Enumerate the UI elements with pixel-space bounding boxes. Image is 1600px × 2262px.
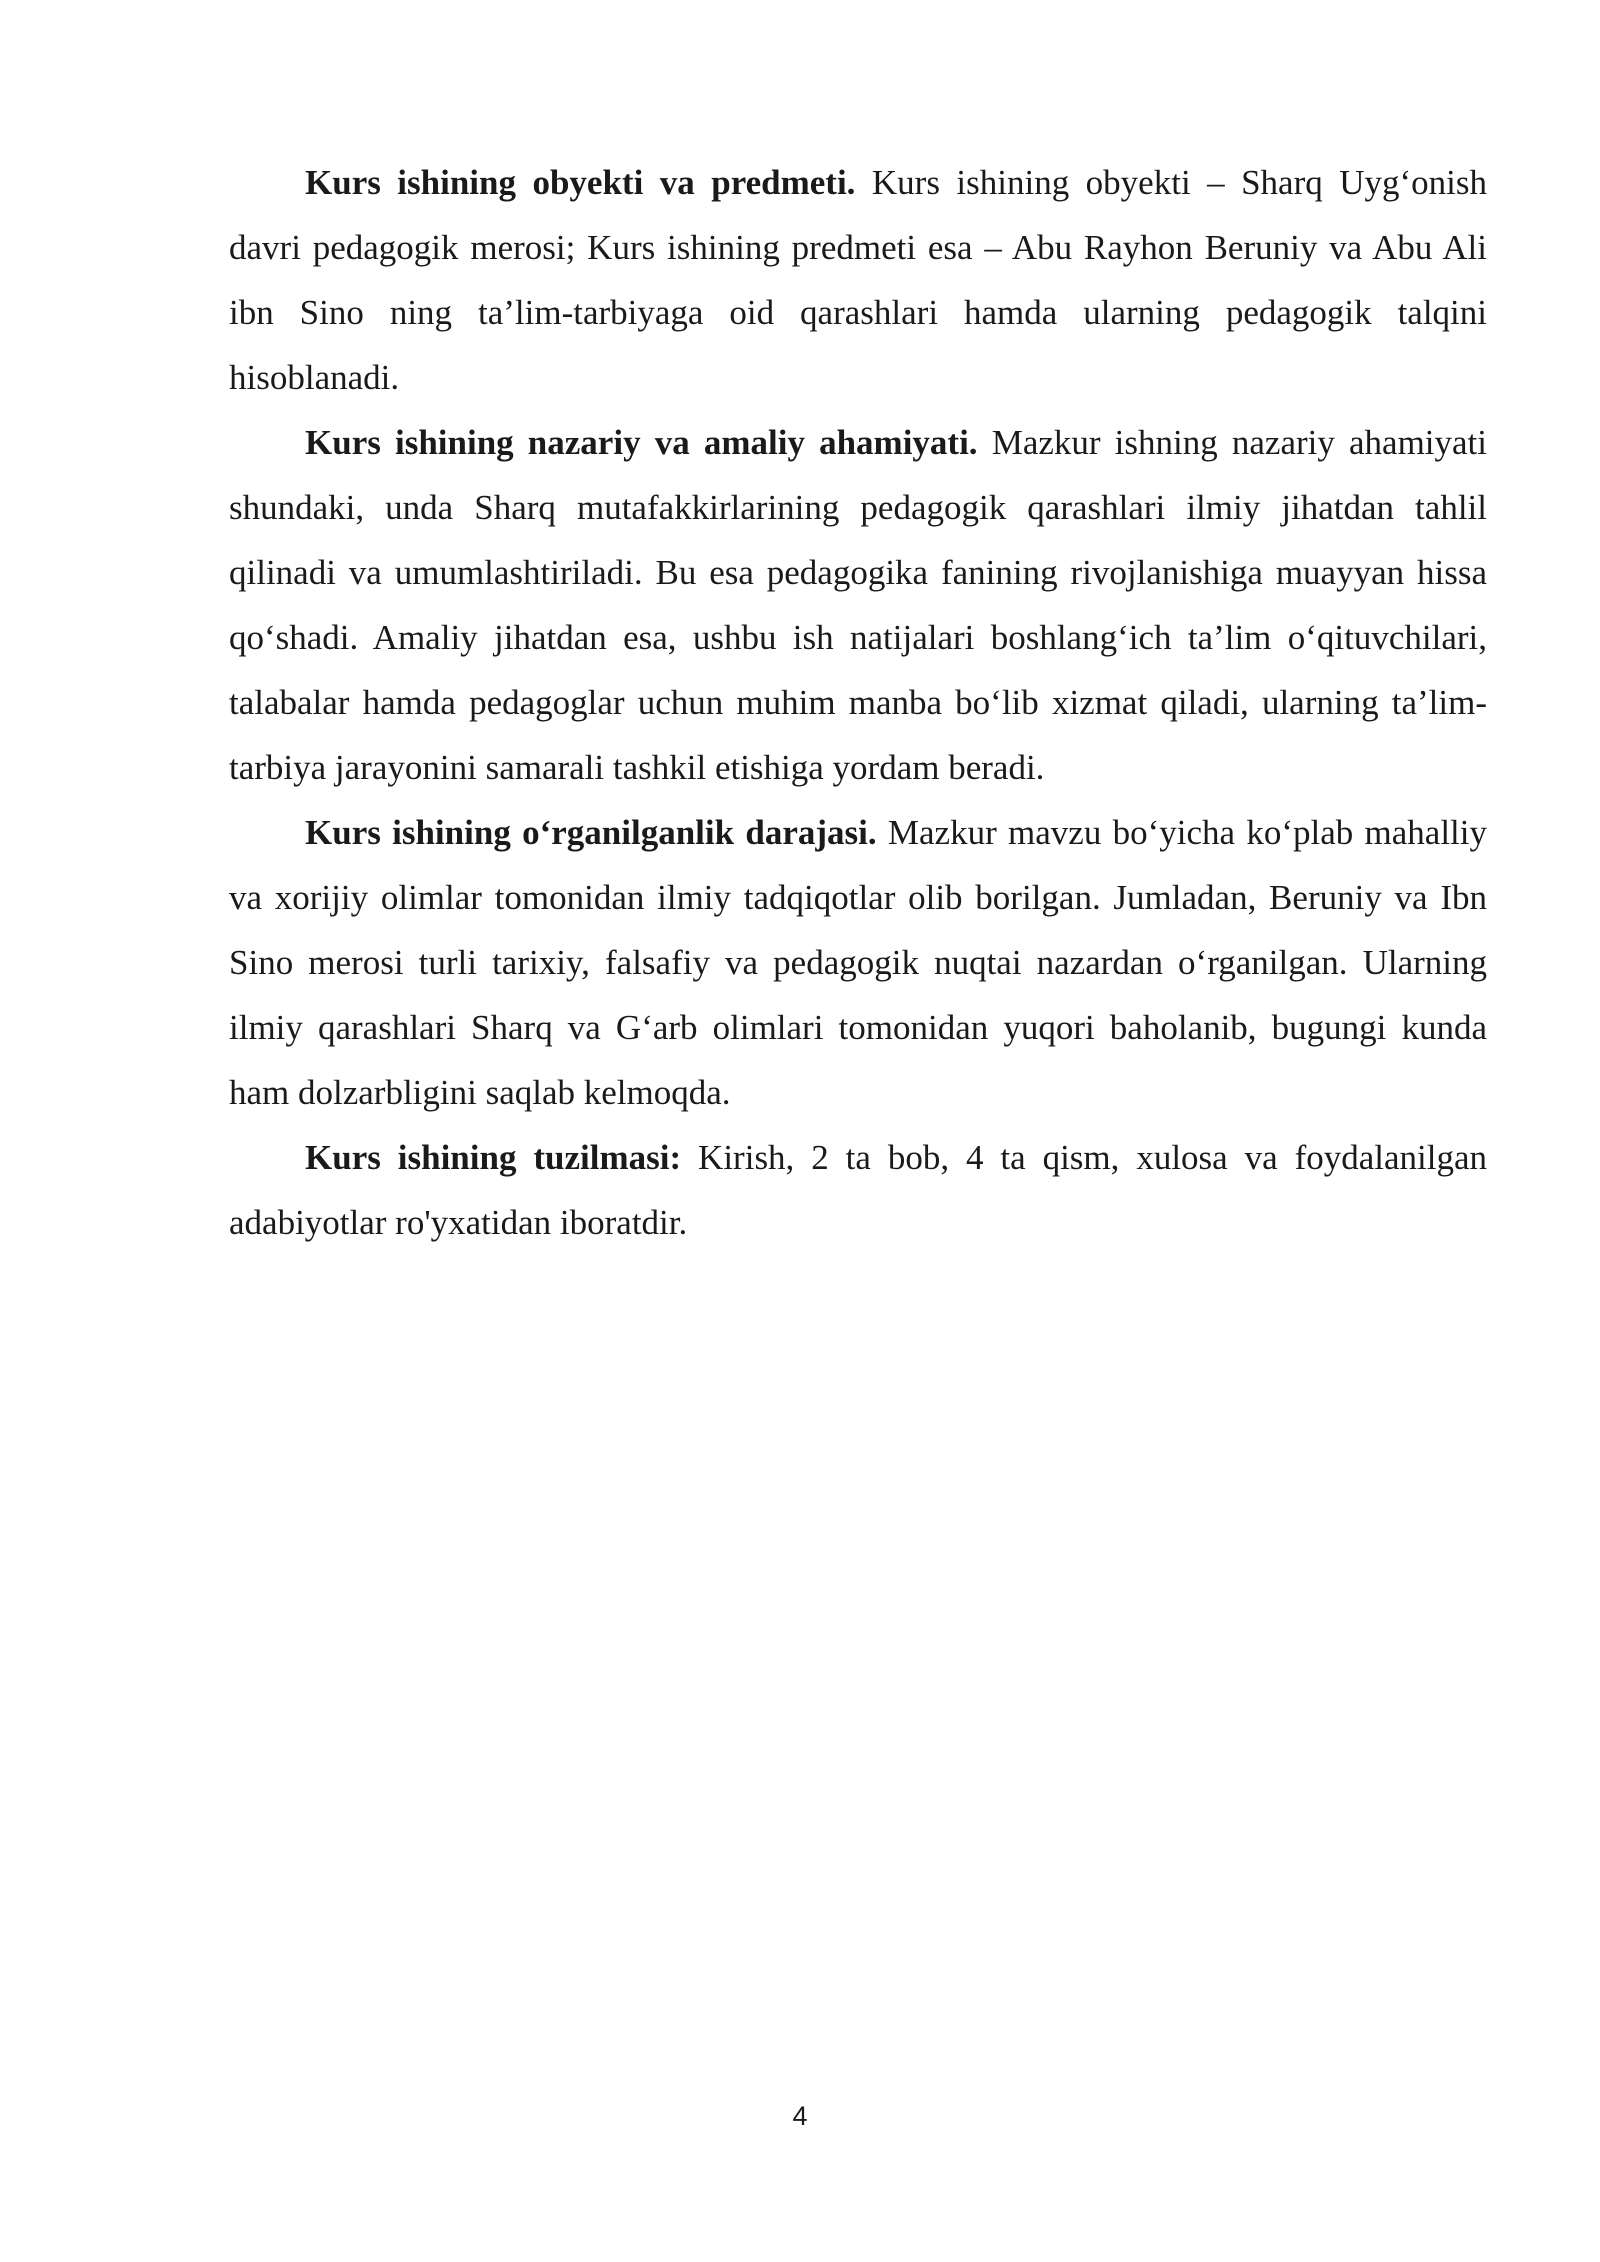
paragraph-text: Mazkur mavzu bo‘yicha ko‘plab mahalliy va xorijiy olimlar tomonidan ilmiy tadqiqotlar olib borilgan. Jumladan, Beruniy va Ibn Sino merosi turli tarixiy, falsafiy va pedagogik nuqtai nazardan o‘rganilgan. Ularning ilmiy qarashlari Sharq va G‘arb olimlari tomonidan yuqori baholanib, bugungi kunda ham dolzarbligini saqlab kelmoqda. [229, 813, 1487, 1112]
page-number: 4 [792, 2101, 808, 2131]
paragraph-text: Kirish, 2 ta bob, 4 ta qism, xulosa va foydalanilgan adabiyotlar ro'yxatidan iboratdir. [229, 1138, 1488, 1242]
paragraph-text: Mazkur ishning nazariy ahamiyati shundaki, unda Sharq mutafakkirlarining pedagogik qarashlari ilmiy jihatdan tahlil qilinadi va umumlashtiriladi. Bu esa pedagogika fanining rivojlanishiga muayyan hissa qo‘shadi. Amaliy jihatdan esa, ushbu ish natijalari boshlang‘ich ta’lim o‘qituvchilari, talabalar hamda pedagoglar uchun muhim manba bo‘lib xizmat qiladi, ularning ta’lim-tarbiya jarayonini samarali tashkil etishiga yordam beradi. [229, 423, 1488, 787]
paragraph-level-of-study [229, 800, 1487, 1125]
document-body [229, 150, 1487, 1255]
paragraph-structure [229, 1125, 1487, 1255]
paragraph-heading: Kurs ishining tuzilmasi: [305, 1138, 682, 1177]
paragraph-text: Kurs ishining obyekti – Sharq Uyg‘onish davri pedagogik merosi; Kurs ishining predmeti esa – Abu Rayhon Beruniy va Abu Ali ibn Sino ning ta’lim-tarbiyaga oid qarashlari hamda ularning pedagogik talqini hisoblanadi. [229, 163, 1487, 397]
paragraph-object-subject [229, 150, 1487, 410]
paragraph-heading: Kurs ishining o‘rganilganlik darajasi. [305, 813, 877, 852]
paragraph-heading: Kurs ishining nazariy va amaliy ahamiyati. [305, 423, 978, 462]
paragraph-significance [229, 410, 1487, 800]
paragraph-heading: Kurs ishining obyekti va predmeti. [305, 163, 856, 202]
